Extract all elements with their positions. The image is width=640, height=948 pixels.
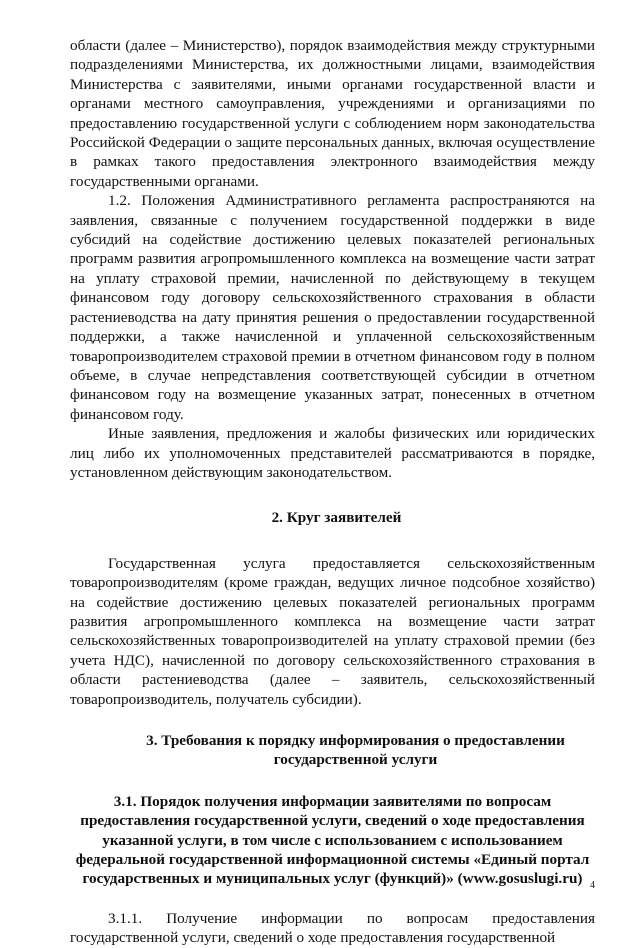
paragraph-applicants: Государственная услуга предоставляется сельскохозяйственным товаропроизводителям (кроме граждан, ведущих личное подсобное хозяйство) на содействие достижению целевых показателей региональных программ развития агропромышленного комплекса на возмещение части затрат сельскохозяйственных товаропроизводителей на уплату страховой премии (без учета НДС), начисленной по договору сельскохозяйственного страхования в области растениеводства (далее – заявитель, сельскохозяйственный товаропроизводитель, получатель субсидии). [70,554,595,708]
section-3-heading: 3. Требования к порядку информирования о предоставлении государственной услуги [146,732,565,769]
section-3-1-heading: 3.1. Порядок получения информации заявителями по вопросам предоставления государственной услуги, сведений о ходе предоставления указанной услуги, в том числе с использованием с использованием федеральной государственной информационной системы «Единый портал государственных и муниципальных услуг (функций)» (www.gosuslugi.ru) [75,792,590,888]
paragraph-1-2: 1.2. Положения Административного регламента распространяются на заявления, связанные с получением государственной поддержки в виде субсидий на содействие достижению целевых показателей региональных программ развития агропромышленного комплекса на возмещение части затрат на уплату страховой премии, начисленной по действующему в текущем финансовом году договору сельскохозяйственного страхования в области растениеводства на дату принятия решения о предоставлении государственной поддержки, а также начисленной и уплаченной сельскохозяйственным товаропроизводителем страховой премии в отчетном финансовом году в полном объеме, в случае непредставления соответствующей субсидии в отчетном финансовом году на возмещение указанных затрат, понесенных в отчетном финансовом году. [70,192,595,423]
document-page [70,36,595,948]
paragraph-3-1-1: 3.1.1. Получение информации по вопросам предоставления государственной услуги, сведений о ходе предоставления государственной [70,909,595,947]
section-2-heading: 2. Круг заявителей [271,509,402,527]
paragraph-intro: области (далее – Министерство), порядок взаимодействия между структурными подразделениями Министерства, их должностными лицами, взаимодействия Министерства с заявителями, иными органами государственной власти и органами местного самоуправления, учреждениями и организациями по предоставлению государственной услуги с соблюдением норм законодательства Российской Федерации о защите персональных данных, включая осуществление в рамках такого предоставления электронного взаимодействия между государственными органами. [70,37,595,190]
paragraph-other-applications: Иные заявления, предложения и жалобы физических или юридических лиц либо их уполномоченных представителей рассматриваются в порядке, установленном действующим законодательством. [70,425,595,481]
page-number: 4 [590,880,595,891]
